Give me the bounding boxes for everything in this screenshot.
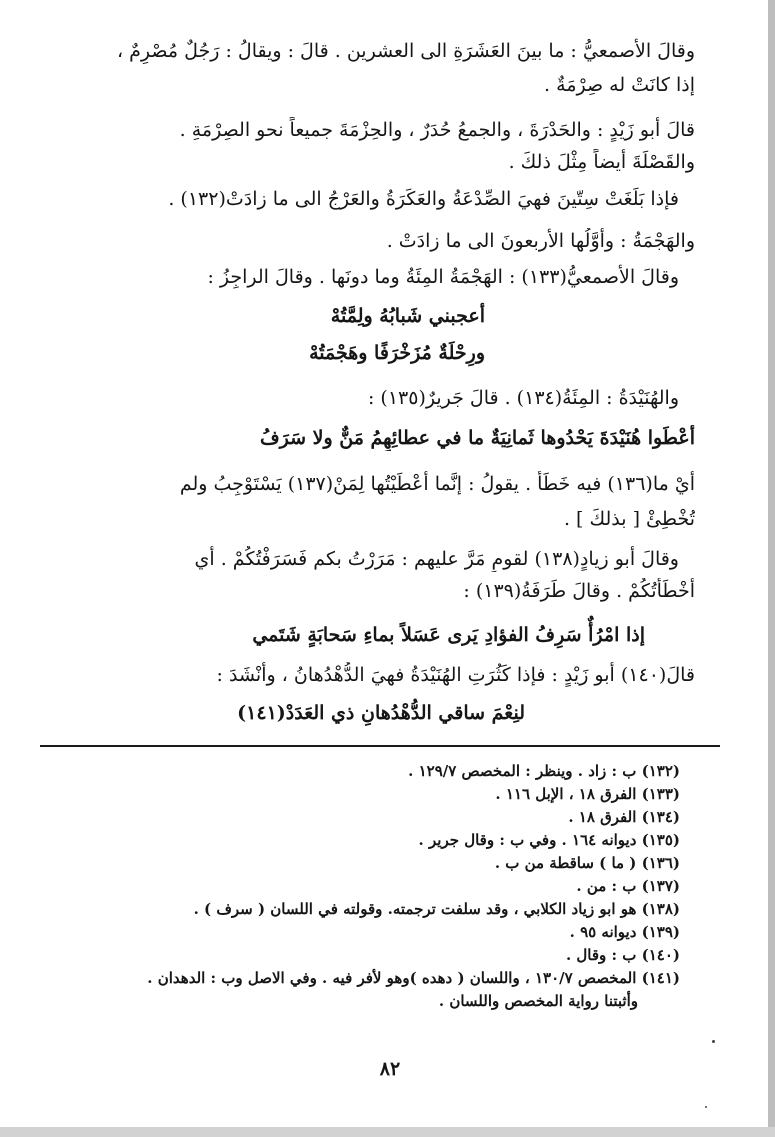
text-line-6: والهَجْمَةُ : وأَوَّلُها الأربعونَ الى ما زادَتْ . xyxy=(386,230,695,252)
text-line-2: إذا كانَتْ له صِرْمَةٌ . xyxy=(544,74,695,96)
verse-line-2: ورِحْلَةٌ مُزَخْرَفًا وهَجْمَتُهْ xyxy=(309,342,485,364)
footnote-135: (١٣٥) ديوانه ١٦٤ . وفي ب : وقال جرير . xyxy=(418,831,680,849)
footnote-141-continued: وأثبتنا رواية المخصص واللسان . xyxy=(438,992,638,1010)
scan-speck xyxy=(712,1040,715,1043)
footnote-136: (١٣٦) ( ما ) ساقطة من ب . xyxy=(494,854,680,872)
page-number: ٨٢ xyxy=(379,1058,401,1080)
footnote-139: (١٣٩) ديوانه ٩٥ . xyxy=(569,923,680,941)
text-line-7: وقالَ الأصمعيُّ(١٣٣) : الهَجْمَةُ المِئَةُ وما دونَها . وقالَ الراجِزُ : xyxy=(207,266,679,288)
verse-line-1: أعجبني شَبابُهُ ولِمَّتُهْ xyxy=(330,305,485,327)
footnote-140: (١٤٠) ب : وقال . xyxy=(565,946,680,964)
text-line-11: وقالَ أبو زيادٍ(١٣٨) لقومٍ مَرَّ عليهم : مَرَرْتُ بكم فَسَرَفْتُكُمْ . أي xyxy=(194,548,679,570)
text-line-8: والهُنَيْدَةُ : المِئَةُ(١٣٤) . قالَ جَريرٌ(١٣٥) : xyxy=(367,387,679,409)
text-line-3: قالَ أبو زَيْدٍ : والحَدْرَةَ ، والجمعُ حُدَرٌ ، والحِزْمَةَ جميعاً نحو الصِرْمَةِ . xyxy=(179,119,695,141)
footnote-141: (١٤١) المخصص ١٣٠/٧ ، واللسان ( دهده )وهو لأفر فيه . وفي الاصل وب : الدهدان . xyxy=(147,969,680,987)
text-line-12: أخْطَأْتُكُمْ . وقالَ طَرَفَةُ(١٣٩) : xyxy=(463,580,695,602)
text-line-13: قالَ(١٤٠) أبو زَيْدٍ : فإذا كَثُرَتِ الهُنَيْدَةُ فهيَ الدُّهْدُهانُ ، وأنْشَدَ : xyxy=(216,664,695,686)
footnote-133: (١٣٣) الفرق ١٨ ، الإبل ١١٦ . xyxy=(495,785,680,803)
poem-line-jarir: أعْطَوا هُنَيْدَةَ يَحْدُوها ثَمانِيَةٌ ما في عطائِهِمُ مَنٌّ ولا سَرَفُ xyxy=(259,427,695,449)
verse-line-tarafa: إذا امْرُأٌ سَرِفُ الفؤادِ يَرى عَسَلاً بماءِ سَحابَةٍ شَتَمي xyxy=(252,624,645,646)
footnote-134: (١٣٤) الفرق ١٨ . xyxy=(568,808,680,826)
text-line-5: فإذا بَلَغَتْ سِتّينَ فهيَ الصِّدْعَةُ والعَكَرَةُ والعَرْجُ الى ما زادَتْ(١٣٢) . xyxy=(168,188,679,210)
footnotes xyxy=(40,760,680,1013)
scan-speck xyxy=(705,1106,707,1108)
footnote-132: (١٣٢) ب : زاد . وينظر : المخصص ١٢٩/٧ . xyxy=(408,762,680,780)
text-line-4: والقَصْلَةَ أيضاً مِثْلَ ذلكَ . xyxy=(508,151,695,173)
footnote-138: (١٣٨) هو ابو زياد الكلابي ، وقد سلفت ترجمته. وقولته في اللسان ( سرف ) . xyxy=(193,900,680,918)
footnote-137: (١٣٧) ب : من . xyxy=(576,877,680,895)
footnote-divider xyxy=(40,745,720,747)
verse-line-dahdahan: لنِعْمَ ساقي الدُّهْدُهانِ ذي العَدَدْ(١٤١) xyxy=(237,702,525,724)
text-line-10: تُخْطِئْ [ بذلكَ ] . xyxy=(563,508,695,530)
text-line-1: وقالَ الأصمعيُّ : ما بينَ العَشَرَةِ الى العشرين . قالَ : ويقالُ : رَجُلٌ مُصْرِمٌ ، xyxy=(116,40,695,62)
text-line-9: أيْ ما(١٣٦) فيه خَطَأٌ . يقولُ : إنَّما أعْطَيْتُها لِمَنْ(١٣٧) يَسْتَوْجِبُ ولم xyxy=(179,473,695,495)
